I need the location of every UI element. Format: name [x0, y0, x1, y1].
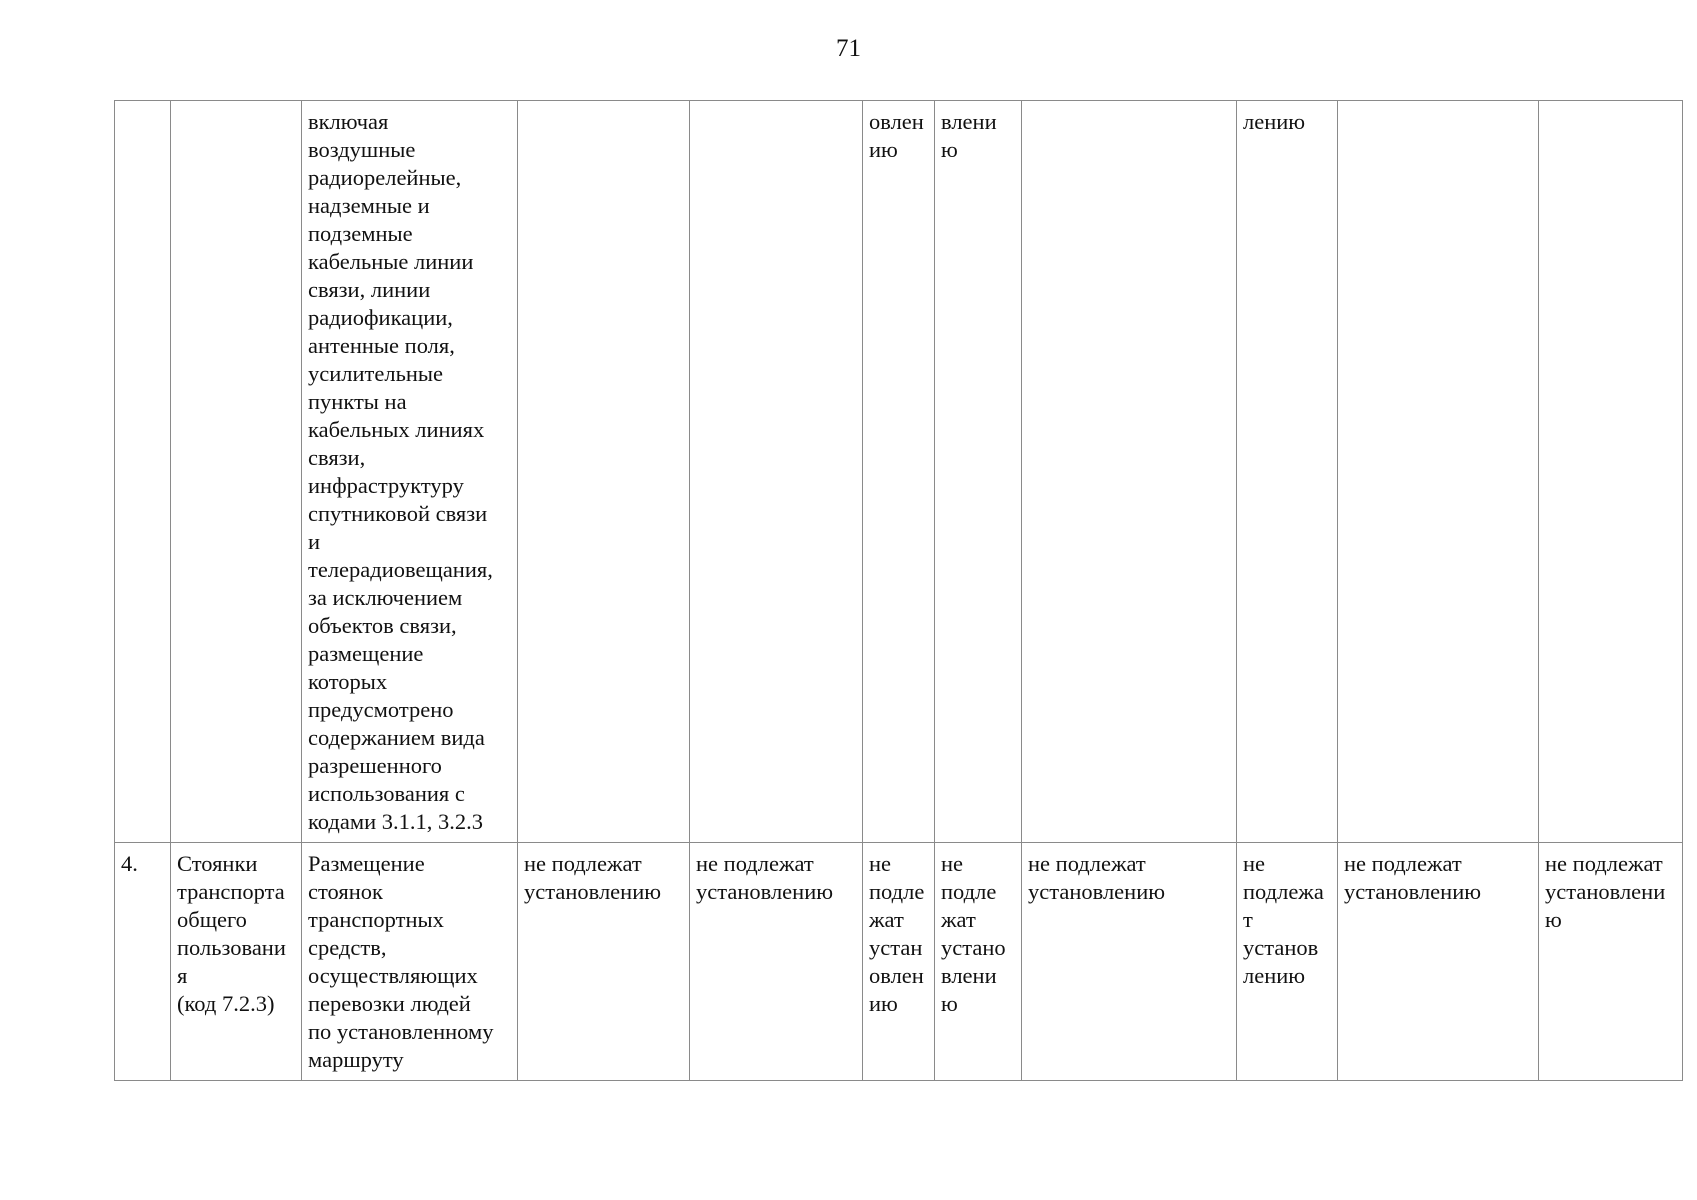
cell-param-3: не подле жат устан овлен ию: [863, 843, 935, 1081]
cell-param-4: не подле жат устано влени ю: [935, 843, 1022, 1081]
cell-param-8: [1539, 101, 1683, 843]
cell-param-3: овлен ию: [863, 101, 935, 843]
cell-description: Размещение стоянок транспортных средств, осуществляющих перевозки людей по установленному маршруту: [302, 843, 518, 1081]
cell-param-2: [690, 101, 863, 843]
cell-param-1: не подлежат установлению: [518, 843, 690, 1081]
cell-param-7: [1338, 101, 1539, 843]
page-number: 71: [836, 35, 861, 62]
cell-use-type: Стоянки транспорта общего пользовани я (код 7.2.3): [171, 843, 302, 1081]
cell-param-5: не подлежат установлению: [1022, 843, 1237, 1081]
cell-number: [115, 101, 171, 843]
table-row-4: [115, 843, 1683, 1081]
cell-use-type: [171, 101, 302, 843]
cell-param-5: [1022, 101, 1237, 843]
cell-param-6: не подлежа т установ лению: [1237, 843, 1338, 1081]
cell-param-7: не подлежат установлению: [1338, 843, 1539, 1081]
cell-param-1: [518, 101, 690, 843]
regulations-table: [114, 100, 1683, 1081]
cell-description: включая воздушные радиорелейные, надземные и подземные кабельные линии связи, линии радиофикации, антенные поля, усилительные пункты на кабельных линиях связи, инфраструктуру спутниковой связи и телерадиовещания, за исключением объектов связи, размещение которых предусмотрено содержанием вида разрешенного использования с кодами 3.1.1, 3.2.3: [302, 101, 518, 843]
cell-param-8: не подлежат установлени ю: [1539, 843, 1683, 1081]
cell-number: 4.: [115, 843, 171, 1081]
table-row-continued: [115, 101, 1683, 843]
cell-param-6: лению: [1237, 101, 1338, 843]
cell-param-4: влени ю: [935, 101, 1022, 843]
cell-param-2: не подлежат установлению: [690, 843, 863, 1081]
